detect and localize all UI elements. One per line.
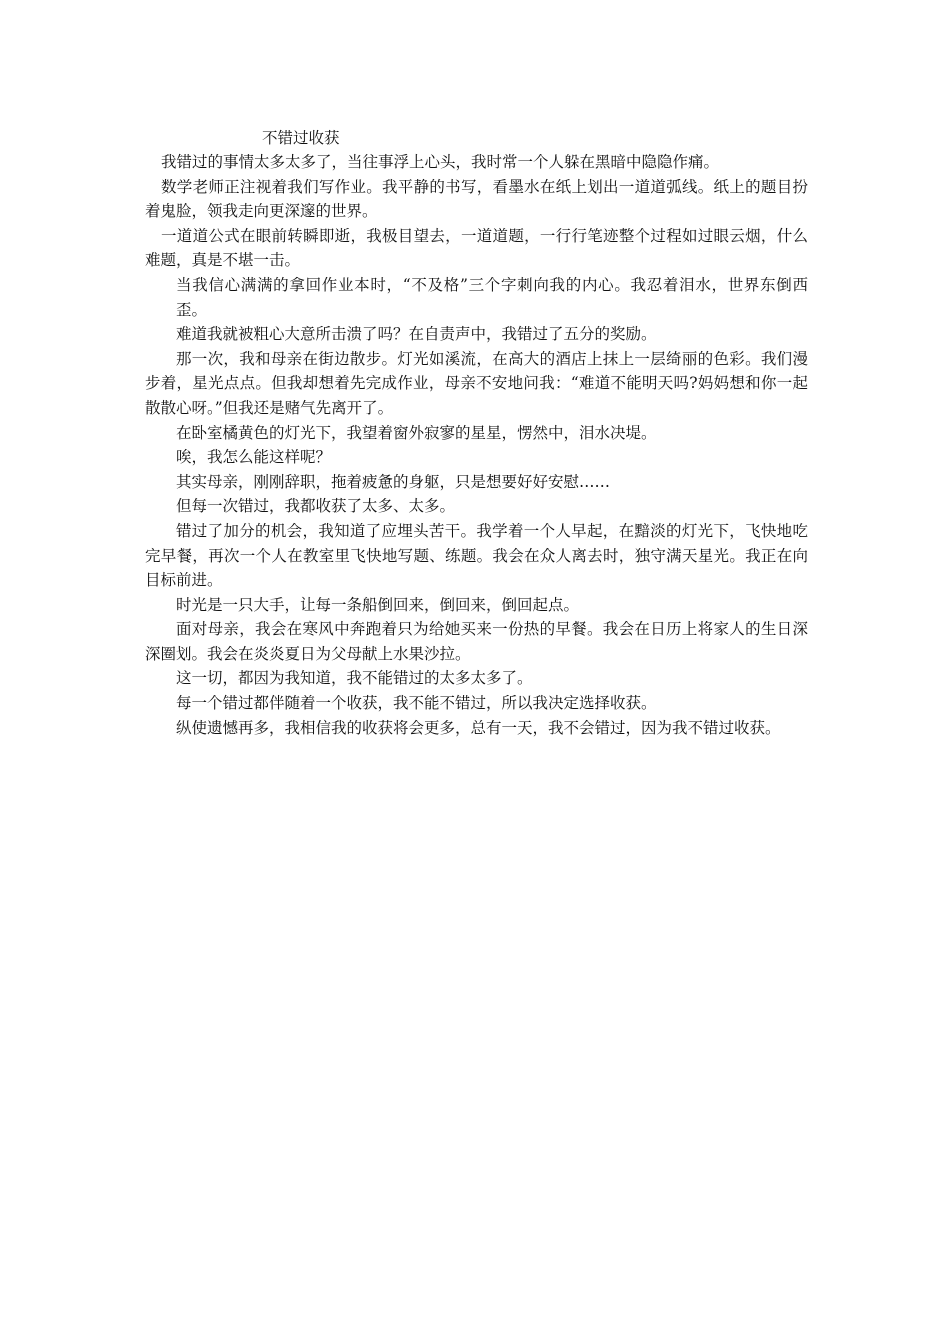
paragraph: 我错过的事情太多太多了，当往事浮上心头，我时常一个人躲在黑暗中隐隐作痛。: [161, 153, 720, 171]
essay-body: [145, 150, 808, 740]
paragraph: 这一切，都因为我知道，我不能错过的太多太多了。: [176, 669, 533, 688]
paragraph: 在卧室橘黄色的灯光下，我望着窗外寂寥的星星，愣然中，泪水决堤。: [176, 423, 657, 442]
paragraph: 纵使遗憾再多，我相信我的收获将会更多，总有一天，我不会错过，因为我不错过收获。: [176, 718, 781, 737]
paragraph: 唉，我怎么能这样呢？: [176, 448, 332, 467]
paragraph: 难道我就被粗心大意所击溃了吗？在自责声中，我错过了五分的奖励。: [176, 325, 657, 344]
paragraph: 当我信心满满的拿回作业本时，“不及格”三个字刺向我的内心。我忍着泪水，世界东倒西歪。: [176, 275, 808, 319]
paragraph: 面对母亲，我会在寒风中奔跑着只为给她买来一份热的早餐。我会在日历上将家人的生日深深圈划。我会在炎炎夏日为父母献上水果沙拉。: [145, 620, 808, 663]
paragraph: 其实母亲，刚刚辞职，拖着疲惫的身躯，只是想要好好安慰……: [176, 472, 611, 491]
essay-title: 不错过收获: [262, 129, 340, 147]
paragraph: 错过了加分的机会，我知道了应埋头苦干。我学着一个人早起，在黯淡的灯光下，飞快地吃完早餐，再次一个人在教室里飞快地写题、练题。我会在众人离去时，独守满天星光。我正在向目标前进。: [145, 521, 808, 590]
paragraph: 时光是一只大手，让每一条船倒回来，倒回来，倒回起点。: [176, 595, 580, 614]
paragraph: 每一个错过都伴随着一个收获，我不能不错过，所以我决定选择收获。: [176, 694, 657, 713]
paragraph: 那一次，我和母亲在街边散步。灯光如溪流，在高大的酒店上抹上一层绮丽的色彩。我们漫步着，星光点点。但我却想着先完成作业，母亲不安地问我：“难道不能明天吗?妈妈想和你一起散散心呀。”但我还是赌气先离开了。: [145, 349, 808, 417]
paragraph: 一道道公式在眼前转瞬即逝，我极目望去，一道道题，一行行笔迹整个过程如过眼云烟，什么难题，真是不堪一击。: [145, 226, 808, 270]
paragraph: 数学老师正注视着我们写作业。我平静的书写，看墨水在纸上划出一道道弧线。纸上的题目扮着鬼脸，领我走向更深邃的世界。: [145, 177, 808, 221]
paragraph: 但每一次错过，我都收获了太多、太多。: [176, 497, 456, 516]
